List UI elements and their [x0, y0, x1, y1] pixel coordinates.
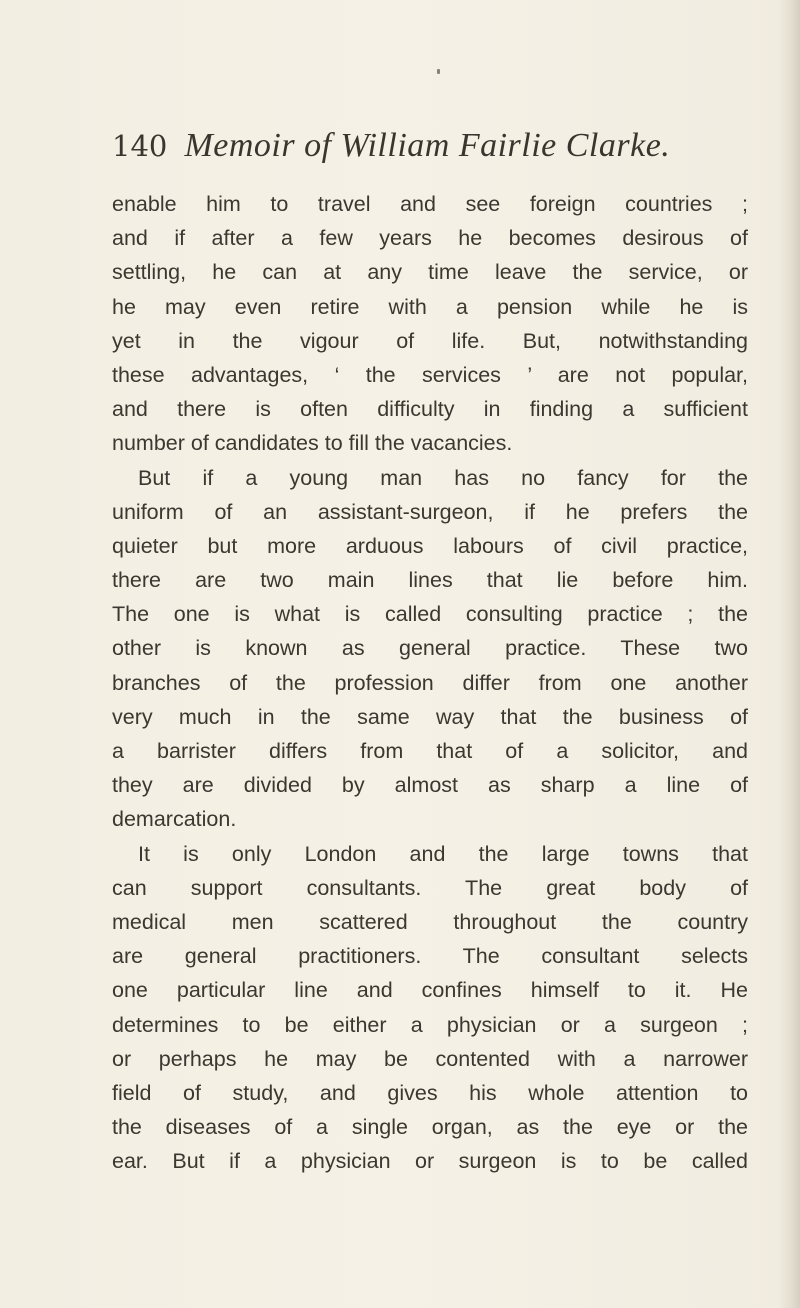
text-line: can support consultants. The great body of: [112, 875, 748, 900]
text-line: uniform of an assistant-surgeon, if he prefers the: [112, 499, 748, 524]
text-line: quieter but more arduous labours of civil practice,: [112, 533, 748, 558]
text-line: they are divided by almost as sharp a line of: [112, 773, 748, 798]
text-line: there are two main lines that lie before him.: [112, 568, 748, 593]
text-line: But if a young man has no fancy for the: [138, 465, 748, 490]
text-line: enable him to travel and see foreign countries ;: [112, 192, 748, 216]
text-line: yet in the vigour of life. But, notwithstanding: [112, 328, 748, 353]
text-line: demarcation.: [112, 807, 237, 832]
text-line: It is only London and the large towns that: [138, 841, 748, 866]
running-head: [112, 127, 732, 167]
text-line: settling, he can at any time leave the service, or: [112, 260, 748, 285]
text-line: number of candidates to fill the vacancies.: [112, 431, 513, 456]
text-line: other is known as general practice. These two: [112, 636, 748, 661]
text-line: are general practitioners. The consultant selects: [112, 944, 748, 969]
text-line: or perhaps he may be contented with a narrower: [112, 1046, 748, 1071]
text-line: very much in the same way that the business of: [112, 704, 748, 729]
text-line: these advantages, ‘ the services ’ are not popular,: [112, 362, 748, 387]
text-line: field of study, and gives his whole attention to: [112, 1080, 748, 1105]
text-line: one particular line and confines himself to it. He: [112, 978, 748, 1003]
text-line: the diseases of a single organ, as the eye or the: [112, 1115, 748, 1140]
page-edge-shadow: [778, 0, 800, 1308]
text-line: a barrister differs from that of a solicitor, and: [112, 739, 748, 763]
text-line: he may even retire with a pension while he is: [112, 294, 748, 319]
running-title: Memoir of William Fairlie Clarke.: [184, 127, 671, 164]
text-line: medical men scattered throughout the country: [112, 909, 748, 934]
body-text: [112, 187, 748, 1178]
text-line: The one is what is called consulting practice ; the: [112, 602, 748, 627]
print-speck: [437, 69, 440, 74]
text-line: and if after a few years he becomes desirous of: [112, 226, 748, 251]
text-line: ear. But if a physician or surgeon is to be called: [112, 1149, 748, 1174]
text-line: and there is often difficulty in finding a sufficient: [112, 397, 748, 422]
text-line: branches of the profession differ from one another: [112, 670, 748, 695]
page-number: 140: [112, 129, 168, 163]
text-line: determines to be either a physician or a surgeon ;: [112, 1012, 748, 1037]
